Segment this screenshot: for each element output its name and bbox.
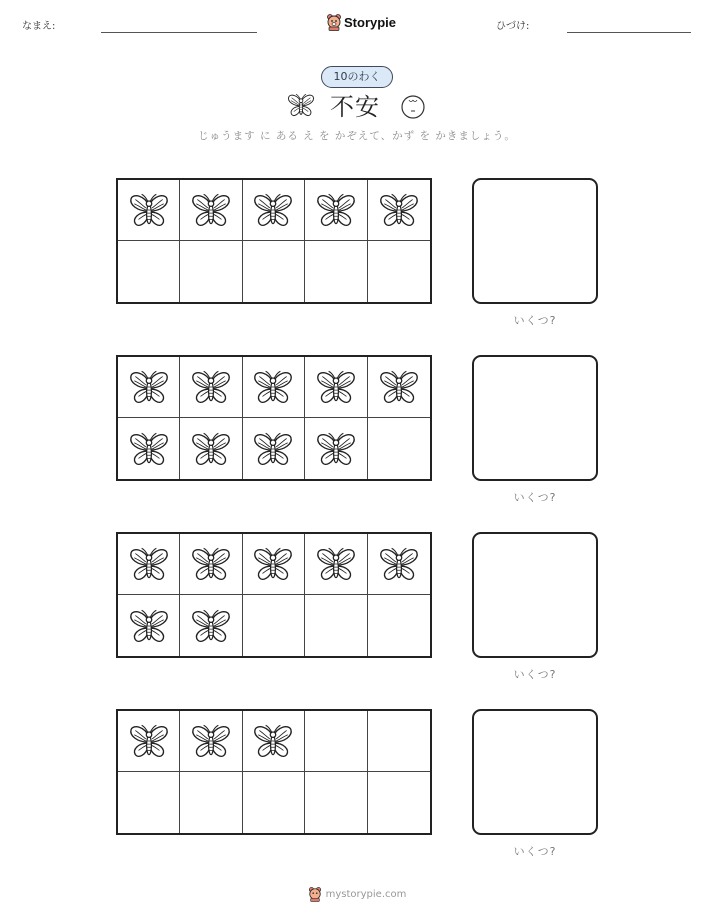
ten-frame-cell [243,180,305,241]
answer-label: いくつ? [513,845,557,858]
ten-frame-cell [305,180,367,241]
butterfly-icon [252,722,294,760]
ten-frame [116,178,432,304]
storypie-mascot-icon [308,886,322,902]
ten-frame-cell [368,357,430,418]
brand-logo [326,12,396,32]
date-line[interactable] [567,32,691,33]
ten-frame-cell [118,711,180,772]
butterfly-icon [190,607,232,645]
ten-frame [116,532,432,658]
ten-frame-cell [180,534,242,595]
butterfly-icon [378,191,420,229]
butterfly-icon [252,430,294,468]
butterfly-icon [315,430,357,468]
butterfly-icon [128,191,170,229]
anxious-face-icon [400,94,426,120]
ten-frame-cell [368,772,430,833]
ten-frame-cell [305,357,367,418]
footer [0,886,714,902]
butterfly-icon [190,191,232,229]
butterfly-icon [190,545,232,583]
date-label: ひづけ: [496,21,530,32]
page-title: 不安 [330,93,380,121]
butterfly-icon [286,92,316,118]
ten-frame-cell [368,180,430,241]
ten-frame-cell [368,534,430,595]
ten-frame-cell [118,418,180,479]
butterfly-icon [252,191,294,229]
butterfly-icon [315,545,357,583]
ten-frame-cell [243,595,305,656]
answer-label: いくつ? [513,668,557,681]
ten-frame-cell [305,418,367,479]
ten-frame-cell [180,418,242,479]
ten-frame-cell [118,241,180,302]
ten-frame-cell [243,711,305,772]
ten-frame-cell [305,772,367,833]
ten-frame-cell [118,595,180,656]
ten-frame-cell [368,241,430,302]
name-label: なまえ: [22,21,56,32]
ten-frame-cell [243,357,305,418]
ten-frame-cell [180,711,242,772]
ten-frame-cell [118,180,180,241]
ten-frame-cell [305,711,367,772]
ten-frame-cell [243,241,305,302]
ten-frame-cell [180,241,242,302]
ten-frame-cell [118,772,180,833]
butterfly-icon [128,545,170,583]
name-line[interactable] [101,32,257,33]
butterfly-icon [378,545,420,583]
ten-frame-cell [118,534,180,595]
ten-frame-cell [180,357,242,418]
ten-frame-cell [243,772,305,833]
butterfly-icon [128,368,170,406]
answer-box[interactable] [472,532,598,658]
ten-frame-cell [368,595,430,656]
butterfly-icon [315,191,357,229]
butterfly-icon [190,368,232,406]
ten-frame-cell [305,595,367,656]
ten-frame-cell [305,534,367,595]
butterfly-icon [128,607,170,645]
instructions: じゅうます に ある え を かぞえて、かず を かきましょう。 [198,130,516,142]
answer-box[interactable] [472,355,598,481]
ten-frame-cell [243,534,305,595]
ten-frame-cell [180,595,242,656]
answer-label: いくつ? [513,491,557,504]
worksheet-tag: 10のわく [321,66,393,88]
storypie-mascot-icon [326,13,342,31]
butterfly-icon [128,722,170,760]
answer-label: いくつ? [513,314,557,327]
butterfly-icon [315,368,357,406]
butterfly-icon [190,722,232,760]
ten-frame-cell [180,180,242,241]
butterfly-icon [252,368,294,406]
ten-frame-cell [243,418,305,479]
ten-frame-cell [180,772,242,833]
butterfly-icon [128,430,170,468]
brand-name: Storypie [344,14,397,30]
butterfly-icon [190,430,232,468]
ten-frame-cell [118,357,180,418]
ten-frame-cell [368,711,430,772]
answer-box[interactable] [472,178,598,304]
ten-frame [116,709,432,835]
answer-box[interactable] [472,709,598,835]
ten-frame [116,355,432,481]
butterfly-icon [252,545,294,583]
butterfly-icon [378,368,420,406]
ten-frame-cell [368,418,430,479]
footer-url: mystorypie.com [325,888,407,900]
ten-frame-cell [305,241,367,302]
